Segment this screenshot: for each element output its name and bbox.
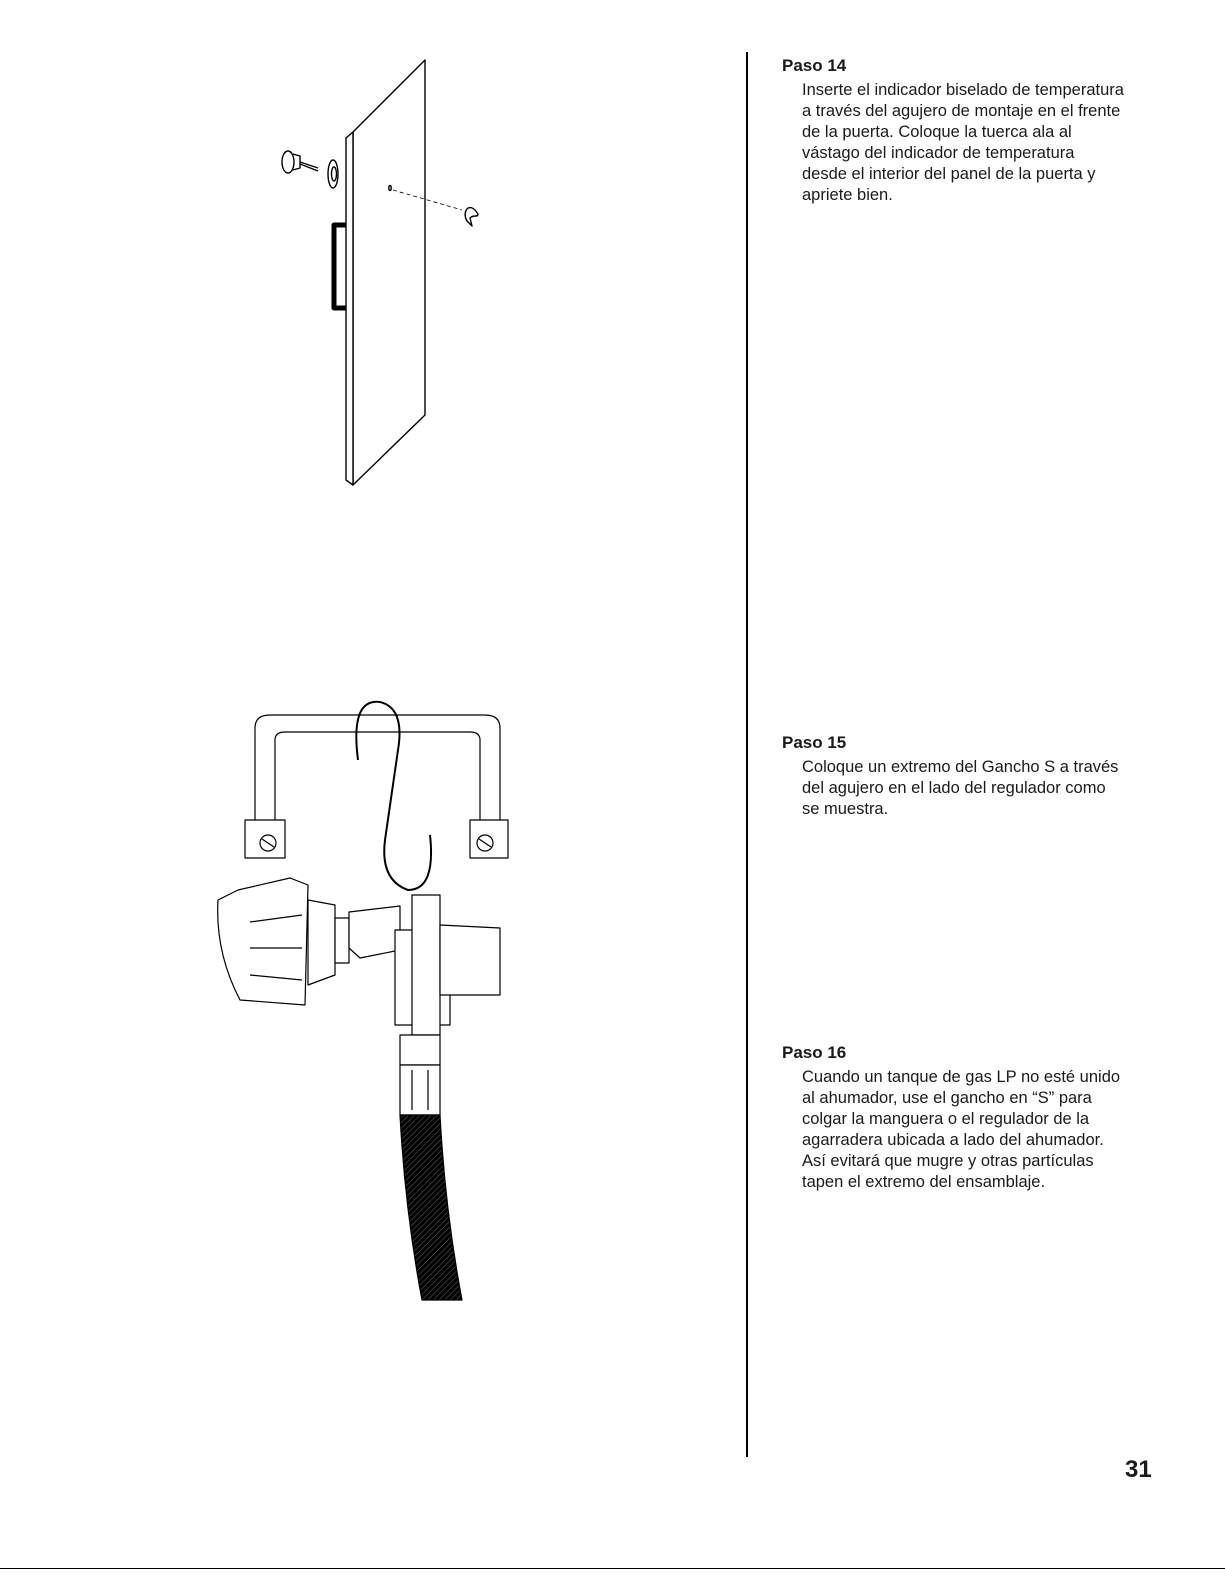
gauge-knob — [282, 151, 294, 173]
step-16 — [782, 1043, 1172, 1193]
step-15 — [782, 733, 1172, 820]
door-handle — [334, 225, 346, 308]
s-hook-regulator-illustration — [200, 690, 520, 1310]
step-title: Paso 16 — [782, 1043, 847, 1062]
step-instructions: Cuando un tanque de gas LP no esté unido al ahumador, use el gancho en “S” para colgar la manguera o el regulador de la agarradera ubicada a lado del ahumador. Así evitará que mugre y otras partículas tapen el extremo del ensamblaje. — [802, 1068, 1121, 1191]
hose-nut — [400, 1065, 440, 1115]
step-instructions: Inserte el indicador biselado de temperatura a través del agujero de montaje en el frente de la puerta. Coloque la tuerca ala al vástago del indicador de temperatura desde el interior del panel de la puerta y apriete bien. — [802, 81, 1124, 204]
side-handle — [255, 715, 500, 820]
gas-hose — [400, 1115, 462, 1300]
door-panel-edge — [346, 132, 353, 485]
bottom-rule — [0, 1568, 1225, 1569]
step-14 — [782, 56, 1172, 206]
page-number: 31 — [1125, 1456, 1152, 1483]
door-panel — [353, 60, 425, 485]
step-title: Paso 15 — [782, 733, 847, 752]
door-gauge-illustration — [260, 50, 520, 500]
regulator-knob — [218, 878, 308, 1005]
step-title: Paso 14 — [782, 56, 847, 75]
wing-nut — [465, 208, 478, 226]
column-divider — [746, 52, 748, 1457]
step-instructions: Coloque un extremo del Gancho S a través del agujero en el lado del regulador como se muestra. — [802, 758, 1119, 818]
